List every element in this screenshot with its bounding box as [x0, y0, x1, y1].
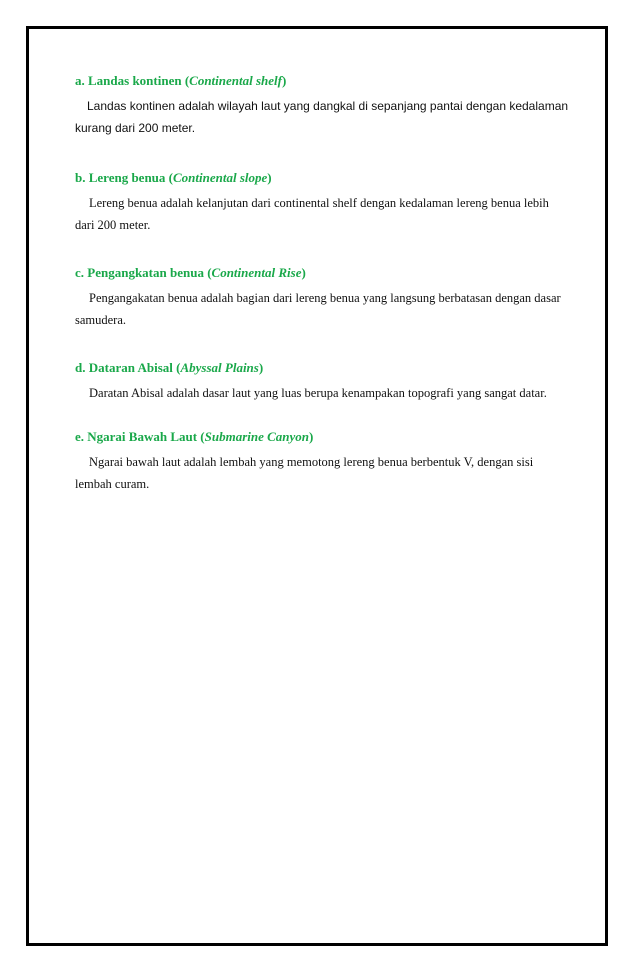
section-heading	[75, 70, 570, 92]
heading-term: Continental Rise	[211, 265, 302, 280]
section-heading	[75, 357, 570, 379]
heading-prefix: b. Lereng benua (	[75, 170, 173, 185]
heading-suffix: )	[281, 73, 287, 88]
section-body: Ngarai bawah laut adalah lembah yang memotong lereng benua berbentuk V, dengan sisi lembah curam.	[75, 455, 534, 491]
section-heading	[75, 262, 570, 284]
section-body: Pengangakatan benua adalah bagian dari lereng benua yang langsung berbatasan dengan dasar samudera.	[75, 291, 561, 327]
section-continental-shelf	[75, 70, 570, 139]
section-body: Daratan Abisal adalah dasar laut yang luas berupa kenampakan topografi yang sangat datar.	[89, 386, 547, 400]
section-body: Landas kontinen adalah wilayah laut yang dangkal di sepanjang pantai dengan kedalaman kurang dari 200 meter.	[75, 99, 569, 135]
heading-suffix: )	[301, 265, 306, 280]
section-continental-slope	[75, 167, 570, 236]
section-heading	[75, 167, 570, 189]
section-heading	[75, 426, 570, 448]
section-body: Lereng benua adalah kelanjutan dari continental shelf dengan kedalaman lereng benua lebih dari 200 meter.	[75, 196, 549, 232]
heading-term: Submarine Canyon	[204, 429, 310, 444]
heading-suffix: )	[267, 170, 272, 185]
heading-term: Abyssal Plains	[180, 360, 259, 375]
heading-suffix: )	[309, 429, 314, 444]
heading-suffix: )	[258, 360, 264, 375]
section-abyssal-plains	[75, 357, 570, 404]
heading-prefix: e. Ngarai Bawah Laut (	[75, 429, 205, 444]
section-continental-rise	[75, 262, 570, 331]
heading-term: Continental slope	[173, 170, 268, 185]
document-content	[75, 70, 570, 517]
section-submarine-canyon	[75, 426, 570, 495]
heading-prefix: d. Dataran Abisal (	[75, 360, 181, 375]
heading-prefix: c. Pengangkatan benua (	[75, 265, 212, 280]
heading-prefix: a. Landas kontinen (	[75, 73, 190, 88]
heading-term: Continental shelf	[189, 73, 282, 88]
